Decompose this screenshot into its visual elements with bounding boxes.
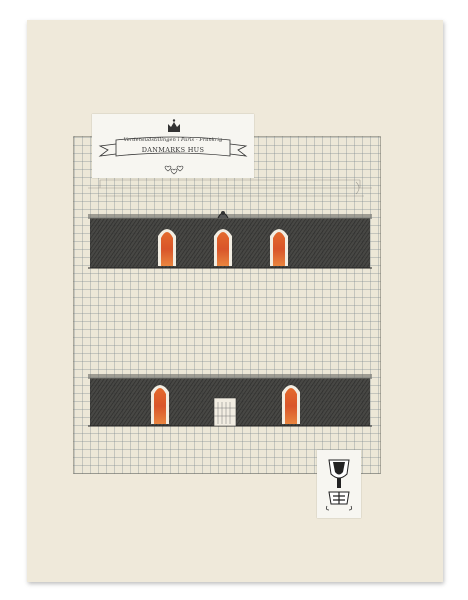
title-label-card — [92, 114, 254, 178]
trophy-stamp-icon — [321, 456, 357, 512]
upper-window-1 — [158, 229, 176, 266]
lower-window-1 — [151, 385, 169, 424]
label-line-1: Verdensudstillingen i Paris - Frankrig — [123, 137, 223, 143]
trophy-stamp-card — [317, 450, 361, 518]
heart-ornaments-icon — [164, 164, 184, 174]
label-line-2: DANMARKS HUS — [141, 146, 205, 154]
upper-window-3 — [270, 229, 288, 266]
plan-sketch — [80, 176, 380, 198]
lower-elevation — [88, 370, 372, 430]
upper-elevation — [88, 210, 372, 272]
crown-icon — [166, 118, 182, 134]
lower-door — [214, 398, 236, 426]
lower-window-2 — [282, 385, 300, 424]
upper-window-2 — [214, 229, 232, 266]
